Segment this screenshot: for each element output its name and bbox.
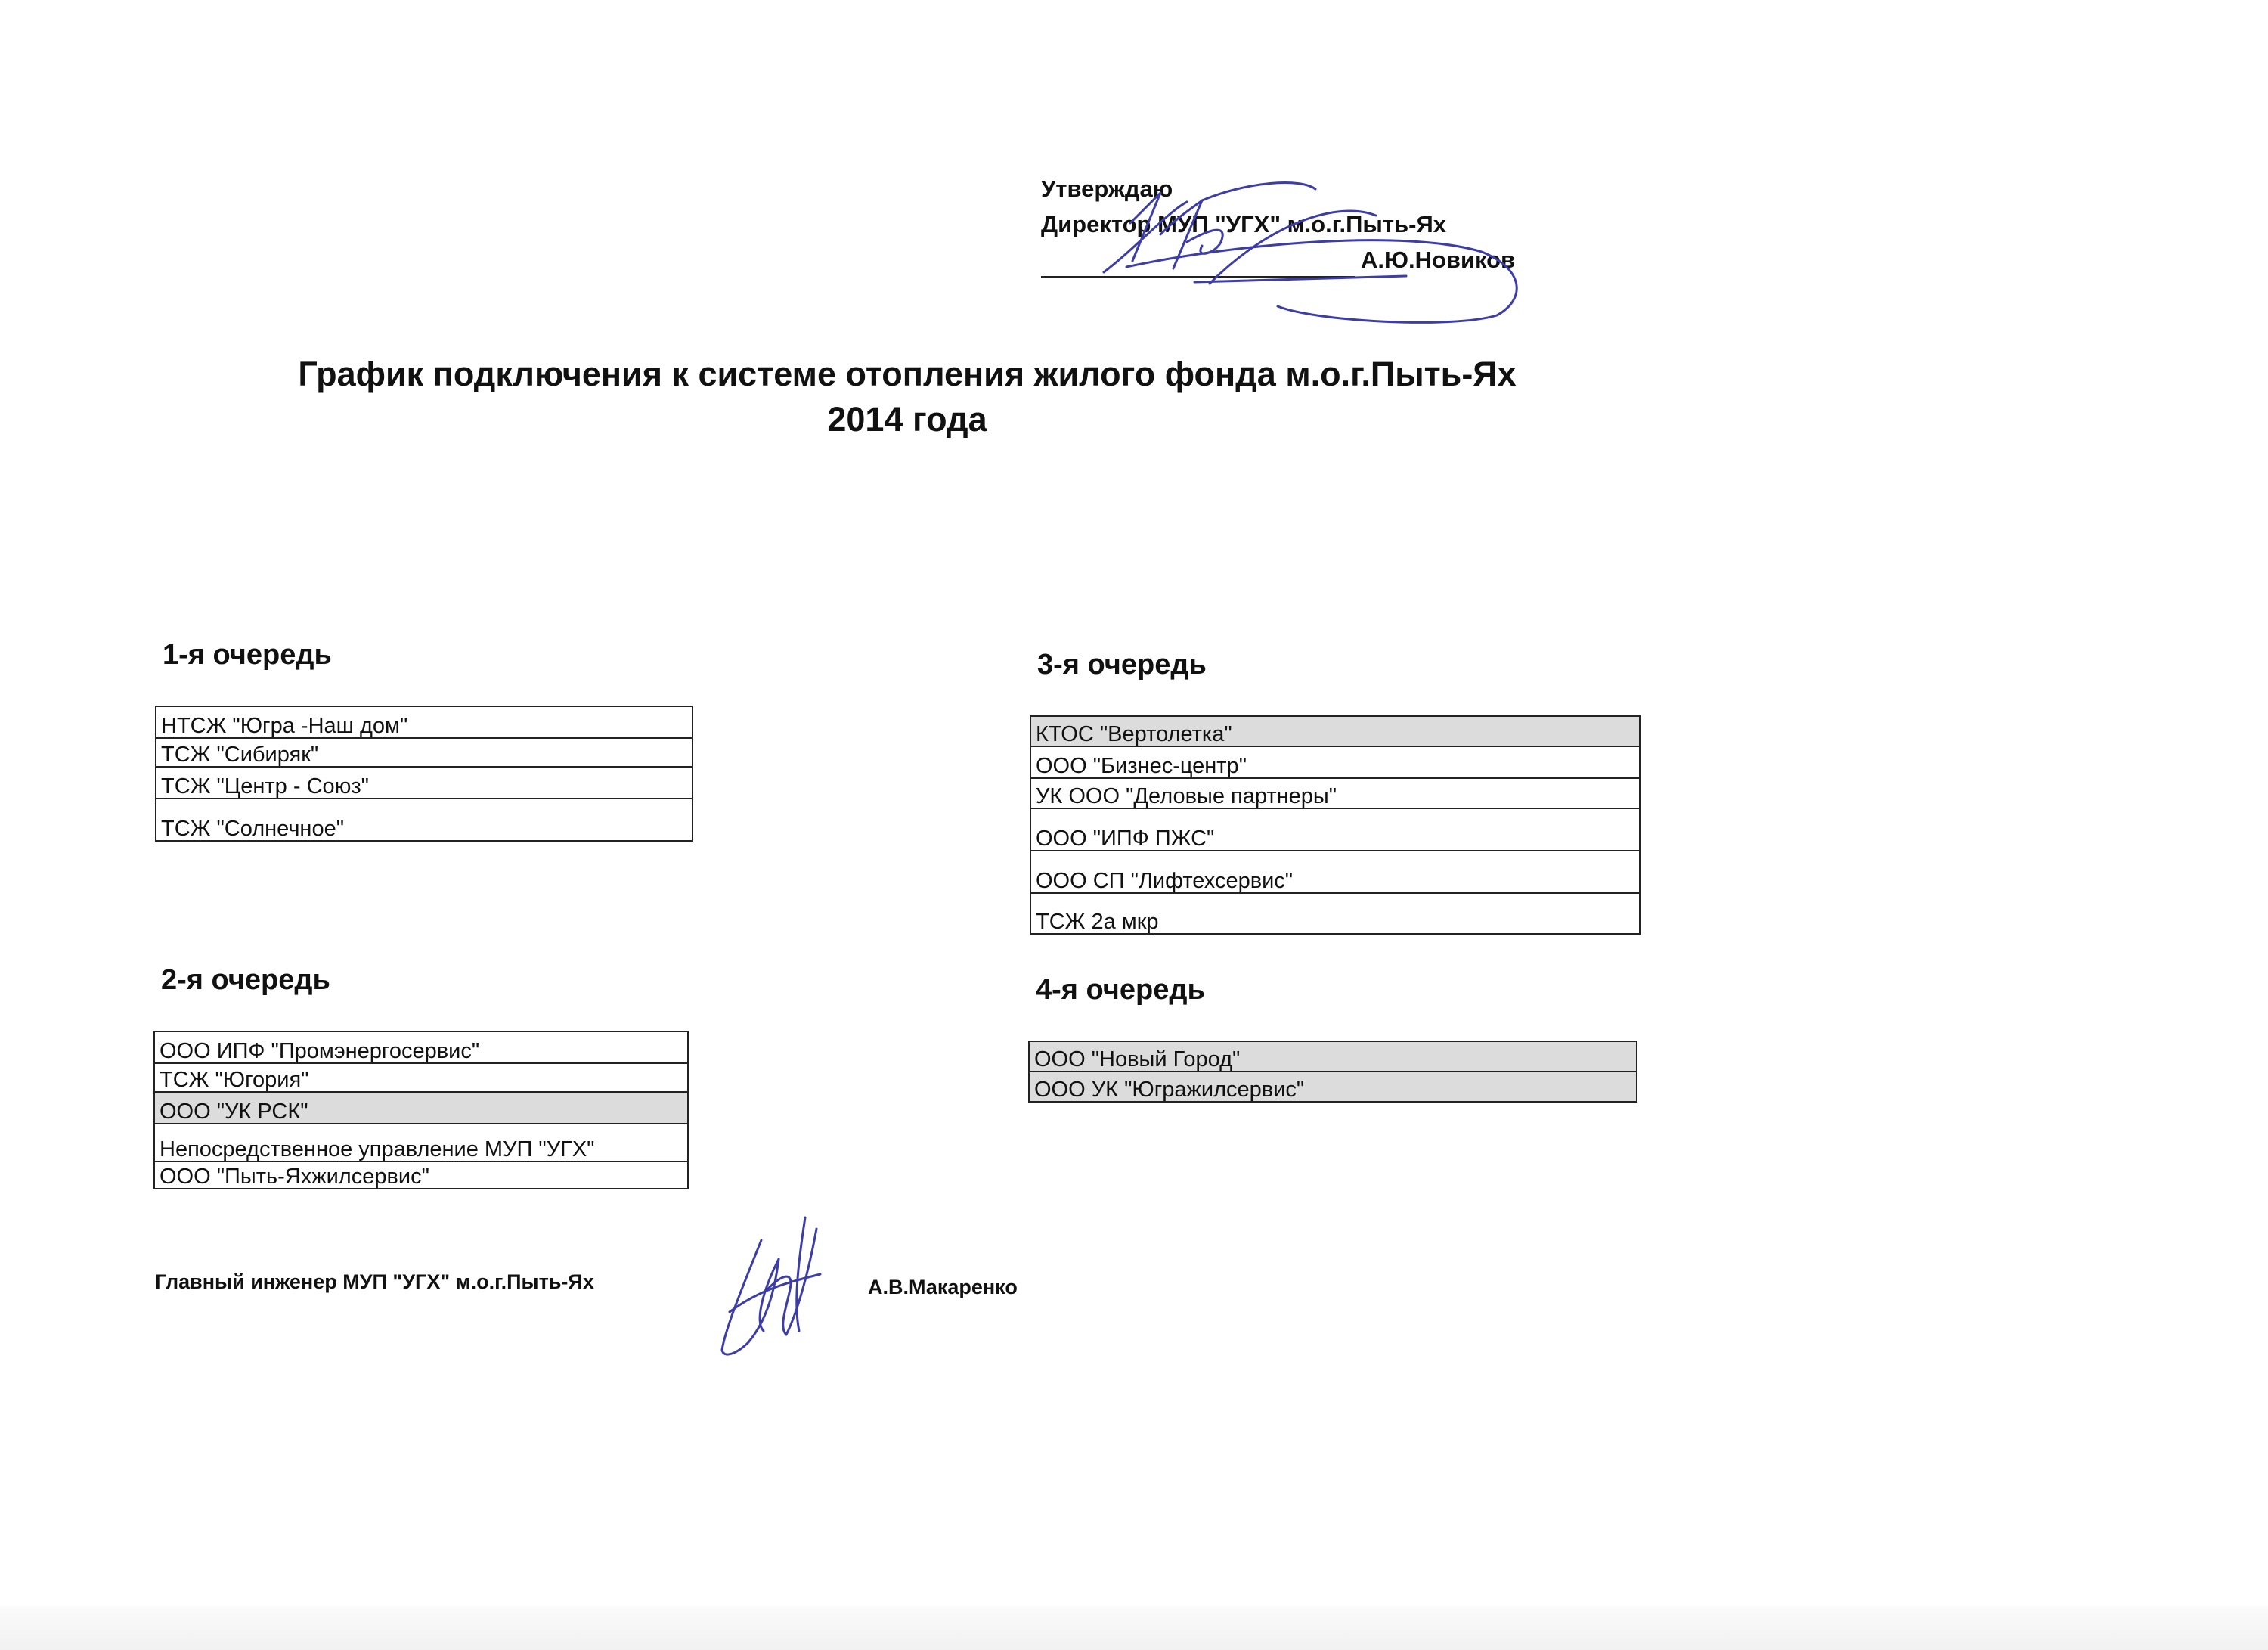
table-row	[1030, 716, 1640, 746]
queue-4	[1028, 974, 1637, 1103]
table-cell: ООО "ИПФ ПЖС"	[1030, 808, 1640, 851]
table-row	[156, 767, 692, 799]
approver-signature-line	[1041, 242, 1570, 278]
table-row	[156, 799, 692, 841]
approver-name: А.Ю.Новиков	[1361, 247, 1516, 273]
table-cell: ООО СП "Лифтехсервис"	[1030, 851, 1640, 893]
table-row	[1030, 746, 1640, 778]
table-row	[156, 738, 692, 767]
queue-2-table	[153, 1031, 689, 1189]
table-cell: ООО ИПФ "Промэнергосервис"	[154, 1031, 688, 1063]
table-row	[1029, 1072, 1637, 1102]
table-cell: ООО "Новый Город"	[1029, 1041, 1637, 1072]
approver-position: Директор МУП "УГХ" м.о.г.Пыть-Ях	[1041, 211, 1446, 237]
table-row	[154, 1124, 688, 1162]
queue-3-table	[1030, 715, 1641, 935]
table-row	[1030, 893, 1640, 934]
chief-engineer-name: А.В.Макаренко	[868, 1276, 1018, 1298]
document-title	[151, 352, 1663, 442]
table-cell: ООО "УК РСК"	[154, 1092, 688, 1124]
queue-1	[155, 639, 693, 842]
title-line-1: График подключения к системе отопления жилого фонда м.о.г.Пыть-Ях	[298, 355, 1517, 393]
table-row	[154, 1063, 688, 1092]
table-cell: ООО "Бизнес-центр"	[1030, 746, 1640, 778]
queue-4-table	[1028, 1041, 1637, 1103]
table-cell: УК ООО "Деловые партнеры"	[1030, 778, 1640, 808]
table-row	[1030, 808, 1640, 851]
table-row	[156, 706, 692, 738]
table-cell: ТСЖ "Сибиряк"	[156, 738, 692, 767]
table-row	[154, 1092, 688, 1124]
table-cell: ТСЖ 2а мкр	[1030, 893, 1640, 934]
table-cell: ТСЖ "Центр - Союз"	[156, 767, 692, 799]
queue-4-heading: 4-я очередь	[1036, 974, 1205, 1006]
table-cell: ТСЖ "Югория"	[154, 1063, 688, 1092]
table-row	[154, 1031, 688, 1063]
table-cell: ТСЖ "Солнечное"	[156, 799, 692, 841]
table-cell: КТОС "Вертолетка"	[1030, 716, 1640, 746]
queue-2-heading: 2-я очередь	[161, 964, 330, 996]
queue-1-table	[155, 706, 693, 842]
table-cell: НТСЖ "Югра -Наш дом"	[156, 706, 692, 738]
table-cell: ООО "Пыть-Яхжилсервис"	[154, 1162, 688, 1189]
signature-underline	[1041, 253, 1355, 278]
table-row	[1030, 851, 1640, 893]
chief-engineer-position: Главный инженер МУП "УГХ" м.о.г.Пыть-Ях	[155, 1270, 594, 1293]
table-cell: ООО УК "Югражилсервис"	[1029, 1072, 1637, 1102]
approval-block	[1041, 171, 1570, 278]
table-row	[1029, 1041, 1637, 1072]
scan-edge	[0, 1606, 2268, 1650]
table-row	[154, 1162, 688, 1189]
chief-engineer-signature	[714, 1199, 835, 1365]
table-cell: Непосредственное управление МУП "УГХ"	[154, 1124, 688, 1162]
table-row	[1030, 778, 1640, 808]
queue-3-heading: 3-я очередь	[1037, 649, 1207, 681]
queue-1-heading: 1-я очередь	[163, 639, 332, 671]
queue-2	[153, 964, 689, 1189]
queue-3	[1030, 649, 1641, 935]
title-line-2: 2014 года	[827, 400, 987, 439]
approval-word: Утверждаю	[1041, 175, 1173, 202]
